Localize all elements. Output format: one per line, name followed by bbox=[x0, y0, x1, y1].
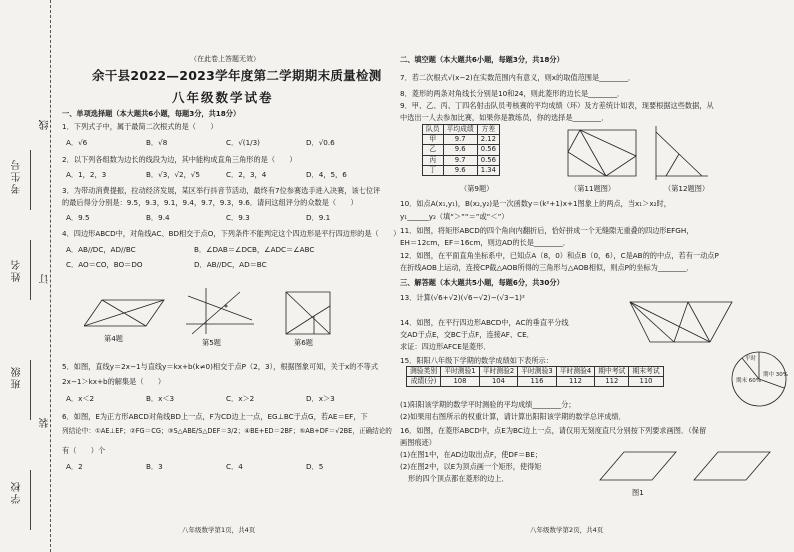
table-cell: 丙 bbox=[423, 155, 444, 165]
q2-text: 2．以下列各组数为边长的线段为边，其中能构成直角三角形的是（ ） bbox=[62, 155, 297, 164]
table-row bbox=[407, 367, 664, 377]
q2-option-d: D．4，5，6 bbox=[306, 170, 347, 179]
table-header-cell: 队员 bbox=[423, 125, 444, 135]
q3-option-c: C．9.3 bbox=[226, 213, 250, 222]
q3-option-b: B．9.4 bbox=[146, 213, 170, 222]
q6-option-a: A．2 bbox=[66, 462, 83, 471]
figure-11-caption: （第11题图） bbox=[570, 184, 616, 193]
q16-part2-line2: 形的四个顶点都在菱形的边上． bbox=[408, 474, 509, 483]
q15-table bbox=[406, 366, 664, 387]
q1-option-a: A．√6 bbox=[66, 138, 88, 147]
bind-label: 装 bbox=[40, 416, 51, 428]
table-header-cell: 平时测验3 bbox=[518, 367, 557, 377]
table-cell: 乙 bbox=[423, 145, 444, 155]
table-cell: 0.56 bbox=[477, 145, 499, 155]
q11-text-line2: EH＝12cm，EF＝16cm，则边AD的长是________． bbox=[400, 238, 570, 247]
figure-11-folded-rectangle bbox=[566, 126, 638, 182]
seal-label: 订 bbox=[40, 272, 51, 284]
table-header-cell: 期末考试 bbox=[629, 367, 663, 377]
page-2 bbox=[400, 0, 790, 552]
figure-16-rhombus-1 bbox=[598, 450, 678, 484]
q1-text: 1．下列式子中，属于最简二次根式的是（ ） bbox=[62, 122, 218, 131]
figure-5-linear-graphs bbox=[182, 286, 256, 336]
name-underline bbox=[30, 240, 31, 300]
q7-text: 7．若二次根式√(x−2)在实数范围内有意义，则x的取值范围是________． bbox=[400, 73, 636, 82]
figure-14-parallelogram bbox=[626, 298, 736, 346]
page-1-footer: 八年级数学第1页，共4页 bbox=[182, 526, 256, 534]
q14-text-line3: 求证：四边形AFCE是菱形． bbox=[400, 342, 491, 351]
table-header-cell: 期中考试 bbox=[595, 367, 629, 377]
q4-option-c: C．AO＝CO，BO＝DO bbox=[66, 260, 143, 269]
q5-option-b: B．x＜3 bbox=[146, 394, 175, 403]
q2-option-b: B．√3，√2，√5 bbox=[146, 170, 200, 179]
pie-label-midterm: 期中 30% bbox=[763, 372, 788, 378]
q5-option-a: A．x＜2 bbox=[66, 394, 95, 403]
exam-no-label: 考生号 bbox=[12, 158, 23, 194]
q5-option-d: D．x＞3 bbox=[306, 394, 335, 403]
q3-text-line2: 的最后得分分别是：9.5，9.3，9.1，9.4，9.7，9.3，9.6．请问这组评分的众数是（ ） bbox=[62, 198, 358, 207]
q8-text: 8．菱形的两条对角线长分别是10和24，则此菱形的边长是________． bbox=[400, 89, 625, 98]
figure-5-caption: 第5题 bbox=[202, 338, 221, 347]
table-cell: 112 bbox=[595, 377, 629, 387]
name-label: 姓名 bbox=[12, 258, 23, 282]
table-row bbox=[407, 377, 664, 387]
line-label: 线 bbox=[40, 118, 51, 130]
table-row bbox=[423, 145, 500, 155]
table-cell: 108 bbox=[441, 377, 480, 387]
exam-subtitle: 八年级数学试卷 bbox=[172, 90, 274, 105]
table-cell: 甲 bbox=[423, 135, 444, 145]
q6-text-line1: 6．如图，E为正方形ABCD对角线BD上一点，F为CD边上一点，EG⊥BC于点G，若AE＝EF，下 bbox=[62, 412, 368, 421]
table-header-cell: 平时测验2 bbox=[479, 367, 518, 377]
q6-option-d: D．5 bbox=[306, 462, 324, 471]
q6-text-line3: 有（ ）个 bbox=[62, 446, 106, 455]
figure-12-caption: （第12题图） bbox=[664, 184, 710, 193]
table-cell: 116 bbox=[518, 377, 557, 387]
q6-option-b: B．3 bbox=[146, 462, 163, 471]
q3-text-line1: 3．为带动消费提振，拉动经济发展，某区举行抖音节活动，最终有7位参赛选手进入决赛，该七位评 bbox=[62, 186, 381, 195]
q11-text-line1: 11．如图，将矩形ABCD的四个角向内翻折后，恰好拼成一个无缝隙无重叠的四边形EFGH， bbox=[400, 226, 694, 235]
q9-table bbox=[422, 124, 500, 176]
q13-text: 13．计算(√6+√2)(√6−√2)−(√3−1)² bbox=[400, 293, 525, 302]
table-cell: 9.7 bbox=[443, 155, 477, 165]
school-label: 学校 bbox=[12, 480, 23, 504]
table-header-cell: 测验类别 bbox=[407, 367, 441, 377]
q2-option-a: A．1，2，3 bbox=[66, 170, 107, 179]
table-cell: 112 bbox=[556, 377, 595, 387]
q10-text-line1: 10．如点A(x₁,y₁)，B(x₂,y₂)是一次函数y＝(k²+1)x+1图象上的两点，当x₁＞x₂时， bbox=[400, 199, 671, 208]
figure-9-caption: （第9题） bbox=[460, 184, 494, 193]
q16-part2-line1: (2)在图2中，以E为顶点画一个矩形，使得矩 bbox=[400, 462, 542, 471]
q2-option-c: C．2，3，4 bbox=[226, 170, 267, 179]
table-header-cell: 平时测验4 bbox=[556, 367, 595, 377]
table-cell: 9.6 bbox=[443, 165, 477, 175]
page-2-footer: 八年级数学第2页，共4页 bbox=[530, 526, 604, 534]
table-row bbox=[423, 165, 500, 175]
q4-option-b: B．∠DAB＝∠DCB，∠ADC＝∠ABC bbox=[194, 245, 315, 254]
section-1-heading: 一、单项选择题（本大题共6小题，每题3分，共18分） bbox=[62, 109, 241, 118]
table-row bbox=[423, 125, 500, 135]
q1-option-d: D．√0.6 bbox=[306, 138, 335, 147]
table-row bbox=[423, 155, 500, 165]
q9-text-line1: 9．甲、乙、丙、丁四名射击队员考核赛的平均成绩（环）及方差统计如表，现要根据这些数据，从 bbox=[400, 101, 714, 110]
q6-text-line2: 列结论中：①AE⊥EF；②FG＝CG；③S△ABE/S△DEF＝3/2；④BE+ED＝2BF；⑤AB+DF＝√2BE，正确结论的 bbox=[62, 427, 392, 435]
q1-option-b: B．√8 bbox=[146, 138, 168, 147]
class-label: 班级 bbox=[12, 365, 23, 389]
pie-label-regular: 平时 bbox=[745, 356, 757, 362]
table-cell: 2.12 bbox=[477, 135, 499, 145]
q16-text-line1: 16．如图，在菱形ABCD中，点E为BC边上一点，请仅用无刻度直尺分别按下列要求画图．（保留 bbox=[400, 426, 707, 435]
q15-text: 15．阳阳八年级下学期的数学成绩如下表所示： bbox=[400, 356, 553, 365]
figure-16-rhombus-2 bbox=[692, 450, 772, 484]
q15-part1: (1)阳阳该学期的数学平时测验的平均成绩________分； bbox=[400, 400, 576, 409]
q10-text-line2: y₁______y₂（填“＞”“＝”或“＜”） bbox=[400, 212, 509, 221]
table-header-cell: 平时测验1 bbox=[441, 367, 480, 377]
q6-option-c: C．4 bbox=[226, 462, 243, 471]
table-cell: 成绩(分) bbox=[407, 377, 441, 387]
table-header-cell: 平均成绩 bbox=[443, 125, 477, 135]
section-3-heading: 三、解答题（本大题共5小题，每题6分，共30分） bbox=[400, 278, 564, 287]
q4-text: 4．四边形ABCD中，对角线AC、BD相交于点O，下列条件不能判定这个四边形是平行四边形的是（ ） bbox=[62, 229, 401, 238]
q14-text-line2: 交AD于点E，交BC于点F，连接AF、CE． bbox=[400, 330, 534, 339]
q3-option-d: D．9.1 bbox=[306, 213, 331, 222]
table-cell: 丁 bbox=[423, 165, 444, 175]
answer-note: （在此卷上答题无效） bbox=[190, 55, 260, 63]
table-cell: 110 bbox=[629, 377, 663, 387]
page-1 bbox=[62, 0, 401, 552]
figure-4-caption: 第4题 bbox=[104, 334, 123, 343]
table-cell: 0.56 bbox=[477, 155, 499, 165]
q4-option-a: A．AB//DC，AD//BC bbox=[66, 245, 136, 254]
school-underline bbox=[30, 470, 31, 530]
table-cell: 9.7 bbox=[443, 135, 477, 145]
table-cell: 9.6 bbox=[443, 145, 477, 155]
figure-6-square bbox=[284, 290, 332, 336]
q16-text-line2: 画图痕迹） bbox=[400, 438, 436, 447]
q12-text-line2: 在折线AOB上运动，连接CP截△AOB所得的三角形与△AOB相似，则点P的坐标为________． bbox=[400, 263, 694, 272]
table-row bbox=[423, 135, 500, 145]
figure-16-caption: 图1 bbox=[632, 488, 644, 497]
q5-text-line2: 2x−1＞kx+b的解集是（ ） bbox=[62, 377, 166, 386]
figure-4-parallelogram bbox=[84, 298, 166, 328]
table-header-cell: 方差 bbox=[477, 125, 499, 135]
table-cell: 1.34 bbox=[477, 165, 499, 175]
exam-no-underline bbox=[30, 150, 31, 210]
q15-part2: (2)如果用右图所示的权重计算，请计算出阳阳该学期的数学总评成绩． bbox=[400, 412, 626, 421]
q5-option-c: C．x＞2 bbox=[226, 394, 255, 403]
q5-text-line1: 5．如图，直线y＝2x−1与直线y＝kx+b(k≠0)相交于点P（2，3），根据图象可知，关于x的不等式 bbox=[62, 362, 379, 371]
section-2-heading: 二、填空题（本大题共6小题，每题3分，共18分） bbox=[400, 55, 564, 64]
q3-option-a: A．9.5 bbox=[66, 213, 90, 222]
figure-6-caption: 第6题 bbox=[294, 338, 313, 347]
pie-label-final: 期末 60% bbox=[736, 378, 761, 384]
q9-text-line2: 中选出一人去参加比赛，如果你是教练员，你的选择是________． bbox=[400, 113, 609, 122]
figure-12-coordinate-triangle bbox=[650, 124, 710, 182]
q12-text-line1: 12．如图，在平面直角坐标系中，已知点A（8，0）和点B（0，6），C是AB的的中点，若有一动点P bbox=[400, 251, 719, 260]
q1-option-c: C．√(1/3) bbox=[226, 138, 260, 147]
table-cell: 104 bbox=[479, 377, 518, 387]
q16-part1: (1)在图1中，在AD边取出点F，使DF＝BE； bbox=[400, 450, 542, 459]
q14-text-line1: 14．如图，在平行四边形ABCD中，AC的垂直平分线 bbox=[400, 318, 569, 327]
exam-title: 余干县2022—2023学年度第二学期期末质量检测 bbox=[92, 68, 382, 83]
binding-margin bbox=[0, 0, 62, 552]
class-underline bbox=[30, 360, 31, 420]
q4-option-d: D．AB//DC，AD＝BC bbox=[194, 260, 267, 269]
